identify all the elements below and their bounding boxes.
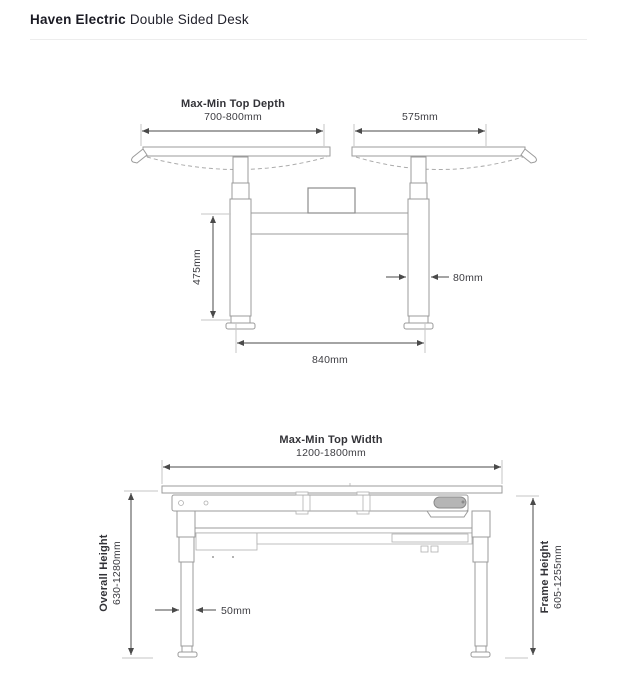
leg-mid-segment bbox=[179, 537, 194, 562]
desktop-edge-tab bbox=[132, 149, 148, 163]
dimension-feet-span bbox=[236, 323, 425, 366]
top-depth-value: 700-800mm bbox=[204, 111, 262, 123]
foot-glide bbox=[471, 652, 490, 657]
foot-glide bbox=[404, 323, 433, 329]
leg-mid-segment bbox=[410, 183, 427, 199]
top-depth-label: Max-Min Top Depth bbox=[180, 98, 286, 110]
leg-upper-segment bbox=[177, 511, 195, 537]
tray-left-box bbox=[196, 533, 257, 550]
handle-bracket bbox=[427, 511, 468, 517]
frame-height-label: Frame Height bbox=[539, 540, 551, 614]
leg-upper-segment bbox=[233, 157, 248, 183]
left-desktop-side bbox=[132, 147, 331, 170]
front-view-diagram bbox=[98, 434, 564, 658]
tray-rail bbox=[195, 528, 472, 533]
foot-cap bbox=[231, 316, 250, 323]
left-leg-front bbox=[177, 511, 197, 657]
leg-mid-segment bbox=[473, 537, 488, 562]
desktop-slab bbox=[162, 486, 502, 493]
tray-inner-slot bbox=[392, 534, 468, 542]
height-controller-handle bbox=[434, 497, 466, 508]
joint-tab bbox=[357, 492, 369, 495]
cable-tray bbox=[195, 528, 472, 558]
product-name: Haven Electric bbox=[30, 12, 126, 27]
desktop-slab bbox=[143, 147, 330, 156]
fastener-dot bbox=[232, 556, 234, 558]
dimension-column-height bbox=[191, 214, 231, 320]
dimension-overall-height bbox=[98, 491, 158, 658]
dimension-leg-width-side bbox=[386, 272, 483, 284]
top-width-label: Max-Min Top Width bbox=[279, 434, 383, 446]
column-height-value: 475mm bbox=[191, 248, 203, 286]
joint-tab bbox=[357, 511, 369, 514]
crossbeam bbox=[251, 213, 408, 234]
frame-height-value: 605-1255mm bbox=[552, 545, 564, 609]
overall-height-value: 630-1280mm bbox=[111, 541, 123, 605]
dimension-top-width bbox=[162, 434, 502, 484]
desktop-underside-curve bbox=[356, 157, 523, 170]
handle-button bbox=[462, 501, 465, 504]
frame-rail bbox=[172, 492, 468, 517]
leg-column bbox=[475, 562, 487, 646]
side-view-diagram bbox=[132, 98, 537, 366]
leg-column bbox=[408, 199, 429, 316]
left-leg-side bbox=[226, 157, 255, 329]
right-leg-front bbox=[471, 511, 490, 657]
joint-tab bbox=[296, 511, 308, 514]
desktop-edge-tab bbox=[521, 149, 537, 163]
dimension-leg-width-front bbox=[155, 605, 251, 617]
dimension-frame-height bbox=[505, 496, 564, 658]
control-box bbox=[308, 188, 355, 213]
right-desktop-side bbox=[352, 147, 537, 170]
product-subtitle: Double Sided Desk bbox=[129, 12, 249, 27]
right-leg-side bbox=[404, 157, 433, 329]
leg-width-value: 50mm bbox=[221, 605, 251, 617]
leg-upper-segment bbox=[411, 157, 426, 183]
leg-column bbox=[230, 199, 251, 316]
fastener-dot bbox=[212, 556, 214, 558]
right-top-value: 575mm bbox=[401, 111, 439, 123]
leg-column bbox=[181, 562, 193, 646]
foot-glide bbox=[178, 652, 197, 657]
joint-tab bbox=[296, 492, 308, 495]
feet-span-value: 840mm bbox=[311, 354, 349, 366]
dimension-top-depth bbox=[141, 98, 324, 146]
rail-body bbox=[172, 495, 468, 511]
foot-cap bbox=[182, 646, 192, 652]
dimension-right-top bbox=[354, 111, 486, 146]
tray-clip bbox=[421, 546, 428, 552]
leg-upper-segment bbox=[472, 511, 490, 537]
overall-height-label: Overall Height bbox=[98, 534, 110, 612]
foot-glide bbox=[226, 323, 255, 329]
leg-width-value: 80mm bbox=[453, 272, 483, 284]
foot-cap bbox=[476, 646, 486, 652]
desktop-slab bbox=[352, 147, 525, 156]
desktop-front bbox=[162, 483, 502, 493]
top-width-value: 1200-1800mm bbox=[296, 447, 366, 459]
tray-clip bbox=[431, 546, 438, 552]
leg-mid-segment bbox=[232, 183, 249, 199]
foot-cap bbox=[409, 316, 428, 323]
